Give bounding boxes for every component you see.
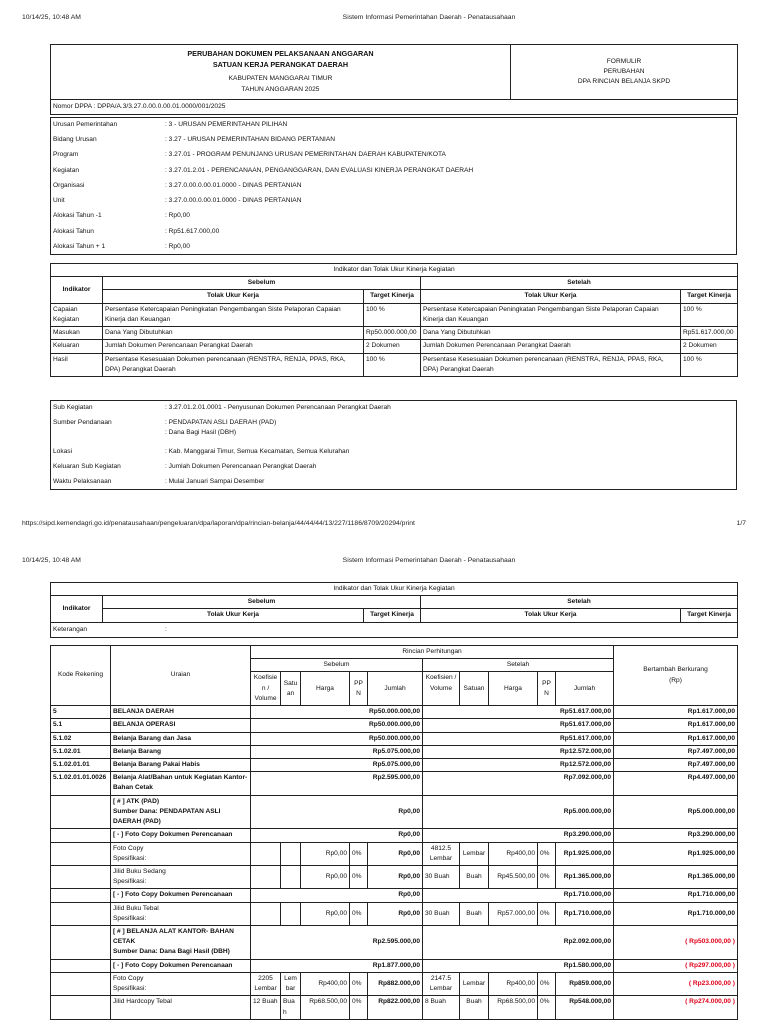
kinerja-col-tolak: Tolak Ukur Kerja [103,290,364,303]
info-label: Waktu Pelaksanaan [53,478,112,486]
form-line3: DPA RINCIAN BELANJA SKPD [577,77,671,85]
harga-sebelum: Rp400,00 [301,972,350,995]
jumlah-setelah: Rp2.092.000,00 [423,926,614,960]
form-line2: PERUBAHAN [603,67,645,75]
table-row [51,340,738,353]
info-row [53,418,734,428]
jumlah-sebelum: Rp0,00 [368,842,423,865]
kode: 5.1 [51,719,111,732]
uraian: Belanja Barang Pakai Habis [111,758,251,771]
page1-header-datetime: 10/14/25, 10:48 AM [22,14,81,21]
uraian: BELANJA DAERAH [111,706,251,719]
koefisien-unit: Lembar [429,854,453,862]
subgroup-row [51,959,738,972]
bertambah-berkurang: Rp1.710.000,00 [614,889,738,902]
col-harga: Harga [489,672,538,706]
doc-title-line4: TAHUN ANGGARAN 2025 [241,85,320,93]
jumlah-sebelum: Rp50.000.000,00 [251,719,423,732]
col-kode-rekening: Kode Rekening [51,646,111,706]
satuan-setelah: Buah [460,902,489,925]
page1-title-table [50,44,738,115]
kinerja-title: Indikator dan Tolak Ukur Kinerja Kegiatan [51,583,738,596]
page1-info-table [50,117,737,255]
kinerja-indikator: Masukan [51,327,103,340]
doc-title-line1: PERUBAHAN DOKUMEN PELAKSANAAN ANGGARAN [187,49,374,58]
jumlah-setelah: Rp12.572.000,00 [423,758,614,771]
table-row [51,706,738,719]
item-name: Foto Copy [113,844,144,852]
col-uraian: Uraian [111,646,251,706]
info-row [53,403,734,413]
harga-sebelum: Rp0,00 [301,842,350,865]
jumlah-sebelum: Rp5.075.000,00 [251,745,423,758]
ppn-sebelum: 0% [350,842,368,865]
jumlah-sebelum: Rp0,00 [368,902,423,925]
item-label: Jilid Hardcopy Tebal [111,996,251,1019]
kinerja-tolak-sebelum: Dana Yang Dibutuhkan [103,327,364,340]
jumlah-setelah: Rp859.000,00 [556,972,614,995]
info-label: Program [53,151,79,159]
kinerja-indikator: Hasil [51,353,103,376]
group-title: [ # ] BELANJA ALAT KANTOR- BAHAN CETAK [113,928,234,946]
koefisien-value: 2147.5 [430,974,452,982]
page2-header-title: Sistem Informasi Pemerintahan Daerah - Penatausahaan [342,557,516,564]
kinerja-target-sebelum: 2 Dokumen [364,340,421,353]
item-row [51,842,738,865]
subgroup-row [51,829,738,842]
group-row [51,926,738,960]
koefisien-unit: Lembar [429,985,453,993]
kinerja-col-tolak: Tolak Ukur Kerja [421,609,681,622]
jumlah-setelah: Rp1.710.000,00 [423,889,614,902]
table-row [51,353,738,376]
kinerja-target-sebelum: 100 % [364,353,421,376]
kinerja-tolak-setelah: Persentase Kesesuaian Dokumen perencanaan (RENSTRA, RENJA, PPAS, RKA, DPA) Perangkat Daerah [421,353,681,376]
koefisien-setelah: 30 Buah [423,902,460,925]
info-value: : 3.27.01.2.01.0001 - Penyusunan Dokumen Perencanaan Perangkat Daerah [165,404,391,411]
satuan-sebelum: Buah [281,996,301,1019]
item-row [51,996,738,1019]
satuan-sebelum [281,842,301,865]
jumlah-setelah: Rp1.710.000,00 [556,902,614,925]
info-row [53,447,734,457]
koefisien-sebelum [251,842,281,865]
koefisien-sebelum: 12 Buah [251,996,281,1019]
keterangan-value: : [165,625,167,633]
footer-url[interactable]: https://sipd.kemendagri.go.id/penatausahaan/pengeluaran/dpa/laporan/dpa/rincian-belanja/44/44/44/13/227/1186/8709/20294/print [22,520,415,527]
info-value: : Rp0,00 [165,242,190,250]
kinerja-tolak-setelah: Jumlah Dokumen Perencanaan Perangkat Daerah [421,340,681,353]
harga-setelah: Rp400,00 [489,842,538,865]
table-row [51,719,738,732]
group-label [111,926,251,960]
ppn-sebelum: 0% [350,902,368,925]
jumlah-setelah: Rp5.000.000,00 [423,795,614,829]
jumlah-sebelum: Rp2.595.000,00 [251,772,423,795]
col-jumlah: Jumlah [368,672,423,706]
kinerja-col-setelah: Setelah [421,277,738,290]
kinerja-indikator: Capaian Kegiatan [51,303,103,326]
col-satuan: Satuan [281,672,301,706]
koefisien-unit: Lembar [254,985,277,993]
item-row [51,865,738,888]
col-ppn: PPN [538,672,556,706]
info-label: Lokasi [53,447,73,455]
kinerja-col-tolak: Tolak Ukur Kerja [421,290,681,303]
footer-page-number: 1/7 [736,520,746,527]
info-value: : Kab. Manggarai Timur, Semua Kecamatan, Semua Kelurahan [165,447,350,455]
info-row [53,150,734,160]
kinerja-col-target: Target Kinerja [681,290,738,303]
subgroup-label: [ - ] Foto Copy Dokumen Perencanaan [111,889,251,902]
group-label [111,795,251,829]
uraian: Belanja Alat/Bahan untuk Kegiatan Kantor- Bahan Cetak [111,772,251,795]
kinerja-title: Indikator dan Tolak Ukur Kinerja Kegiatan [51,264,738,277]
bertambah-berkurang: ( Rp503.000,00 ) [614,926,738,960]
koefisien-sebelum [251,972,281,995]
table-row [51,758,738,771]
jumlah-sebelum: Rp1.877.000,00 [251,959,423,972]
subgroup-label: [ - ] Foto Copy Dokumen Perencanaan [111,829,251,842]
info-label: Sumber Pendanaan [53,419,112,427]
group-sumber-dana: Sumber Dana: PENDAPATAN ASLI DAERAH (PAD) [113,807,221,826]
uraian: Belanja Barang dan Jasa [111,732,251,745]
kinerja-tolak-sebelum: Persentase Kesesuaian Dokumen perencanaan (RENSTRA, RENJA, PPAS, RKA, DPA) Perangkat Daerah [103,353,364,376]
koefisien-value: 2205 [258,974,273,982]
kinerja-col-sebelum: Sebelum [103,596,421,609]
kinerja-target-setelah: 100 % [681,303,738,326]
page1-sub-info-table [50,400,737,490]
info-value: : Mulai Januari Sampai Desember [165,478,265,486]
info-value: : 3.27.0.00.0.00.01.0000 - DINAS PERTANIAN [165,197,302,205]
col-bertambah-berkurang [614,646,738,706]
info-value: : Rp51.617.000,00 [165,227,220,235]
info-value: : 3.27 - URUSAN PEMERINTAHAN BIDANG PERTANIAN [165,136,336,144]
item-spec: Spesifikasi: [113,914,147,922]
kinerja-tolak-setelah: Persentase Ketercapaian Peningkatan Pengembangan Siste Pelaporan Capaian Kinerja dan Keuangan [421,303,681,326]
col-sebelum: Sebelum [251,659,423,672]
item-spec: Spesifikasi: [113,854,147,862]
info-row [53,196,734,206]
jumlah-setelah: Rp548.000,00 [556,996,614,1019]
table-row [51,745,738,758]
info-row [53,428,734,438]
sub-info-block [51,401,737,490]
bertambah-berkurang: Rp1.617.000,00 [614,732,738,745]
jumlah-sebelum: Rp822.000,00 [368,996,423,1019]
info-value: : Dana Bagi Hasil (DBH) [165,429,237,437]
bertambah-berkurang: Rp1.617.000,00 [614,706,738,719]
jumlah-setelah: Rp51.617.000,00 [423,706,614,719]
item-spec: Spesifikasi: [113,878,147,886]
bertambah-berkurang: ( Rp23.000,00 ) [614,972,738,995]
bertambah-berkurang: Rp1.617.000,00 [614,719,738,732]
col-bertambah-label: Bertambah Berkurang [643,666,708,674]
ppn-setelah: 0% [538,972,556,995]
group-sumber-dana: Sumber Dana: Dana Bagi Hasil (DBH) [113,948,230,956]
item-row [51,972,738,995]
kinerja-target-sebelum: Rp50.000.000,00 [364,327,421,340]
keterangan-label: Keterangan [53,625,88,633]
kinerja-target-setelah: 100 % [681,353,738,376]
kinerja-tolak-sebelum: Jumlah Dokumen Perencanaan Perangkat Daerah [103,340,364,353]
harga-sebelum: Rp68.500,00 [301,996,350,1019]
jumlah-sebelum: Rp882.000,00 [368,972,423,995]
table-row [51,303,738,326]
kode: 5.1.02.01 [51,745,111,758]
jumlah-sebelum: Rp50.000.000,00 [251,706,423,719]
info-label: Bidang Urusan [53,136,97,144]
jumlah-setelah: Rp51.617.000,00 [423,732,614,745]
group-row [51,795,738,829]
kinerja-indikator: Keluaran [51,340,103,353]
harga-sebelum: Rp0,00 [301,865,350,888]
jumlah-setelah: Rp7.092.000,00 [423,772,614,795]
kode: 5 [51,706,111,719]
info-value: : Rp0,00 [165,212,190,220]
info-row [53,166,734,176]
jumlah-setelah: Rp3.290.000,00 [423,829,614,842]
bertambah-berkurang: Rp1.925.000,00 [614,842,738,865]
kinerja-col-indikator: Indikator [51,596,103,622]
col-harga: Harga [301,672,350,706]
item-label [111,842,251,865]
kinerja-col-tolak: Tolak Ukur Kerja [103,609,364,622]
jumlah-sebelum: Rp0,00 [251,795,423,829]
kinerja-target-setelah: Rp51.617.000,00 [681,327,738,340]
kinerja-col-target: Target Kinerja [364,609,421,622]
harga-sebelum: Rp0,00 [301,902,350,925]
info-label: Unit [53,197,65,205]
kode: 5.1.02.01.01 [51,758,111,771]
jumlah-sebelum: Rp0,00 [251,829,423,842]
uraian: Belanja Barang [111,745,251,758]
col-setelah: Setelah [423,659,614,672]
kinerja-col-sebelum: Sebelum [103,277,421,290]
bertambah-berkurang: Rp4.497.000,00 [614,772,738,795]
table-row [51,732,738,745]
info-row [53,120,734,130]
table-row [51,772,738,795]
satuan-setelah: Buah [460,996,489,1019]
info-row [53,227,734,237]
page1-title-block [51,45,511,100]
item-label [111,902,251,925]
info-row [53,477,734,487]
kinerja-target-sebelum: 100 % [364,303,421,326]
rincian-table [50,645,738,1020]
col-ppn: PPN [350,672,368,706]
item-label [111,972,251,995]
item-row [51,902,738,925]
ppn-setelah: 0% [538,865,556,888]
info-row [53,211,734,221]
info-label: Alokasi Tahun -1 [53,212,102,220]
ppn-setelah: 0% [538,842,556,865]
page1-header-title: Sistem Informasi Pemerintahan Daerah - Penatausahaan [342,14,516,21]
subgroup-row [51,889,738,902]
info-label: Kegiatan [53,166,80,174]
bertambah-berkurang: Rp7.497.000,00 [614,745,738,758]
kinerja-tolak-sebelum: Persentase Ketercapaian Peningkatan Pengembangan Siste Pelaporan Capaian Kinerja dan Keuangan [103,303,364,326]
jumlah-setelah: Rp1.925.000,00 [556,842,614,865]
info-row [53,181,734,191]
col-koefisien: Koefisien / Volume [251,672,281,706]
jumlah-sebelum: Rp50.000.000,00 [251,732,423,745]
group-title: [ # ] ATK (PAD) [113,797,160,805]
uraian: BELANJA OPERASI [111,719,251,732]
doc-title-line2: SATUAN KERJA PERANGKAT DAERAH [212,60,349,70]
koefisien-value: 4812.5 [430,844,452,852]
bertambah-berkurang: Rp5.000.000,00 [614,795,738,829]
item-label [111,865,251,888]
info-label: Alokasi Tahun [53,227,94,235]
jumlah-setelah: Rp1.580.000,00 [423,959,614,972]
satuan-setelah: Lembar [460,842,489,865]
harga-setelah: Rp45.500,00 [489,865,538,888]
bertambah-berkurang: Rp1.710.000,00 [614,902,738,925]
info-label: Sub Kegiatan [53,404,93,411]
bertambah-berkurang: Rp1.365.000,00 [614,865,738,888]
ppn-sebelum: 0% [350,996,368,1019]
kinerja-col-setelah: Setelah [421,596,738,609]
info-row [53,135,734,145]
kinerja-target-setelah: 2 Dokumen [681,340,738,353]
harga-setelah: Rp400,00 [489,972,538,995]
page1-kinerja-table [50,263,738,377]
col-koefisien: Koefisien / Volume [423,672,460,706]
harga-setelah: Rp57.000,00 [489,902,538,925]
keterangan-row [51,622,738,637]
nomor-dppa: Nomor DPPA : DPPA/A.3/3.27.0.00.0.00.01.0000/001/2025 [51,99,738,114]
col-jumlah: Jumlah [556,672,614,706]
info-label: Keluaran Sub Kegiatan [53,462,121,470]
jumlah-sebelum: Rp0,00 [251,889,423,902]
jumlah-sebelum: Rp2.595.000,00 [251,926,423,960]
info-value: : 3.27.01.2.01 - PERENCANAAN, PENGANGGARAN, DAN EVALUASI KINERJA PERANGKAT DAERAH [165,166,474,174]
satuan-sebelum: Lembar [281,972,301,995]
info-value: : PENDAPATAN ASLI DAERAH (PAD) [165,419,277,427]
koefisien-setelah: 30 Buah [423,865,460,888]
info-block [51,118,737,255]
item-name: Foto Copy [113,974,144,982]
bertambah-berkurang: Rp7.497.000,00 [614,758,738,771]
bertambah-berkurang: Rp3.290.000,00 [614,829,738,842]
kode: 5.1.02 [51,732,111,745]
info-label: Urusan Pemerintahan [53,121,118,128]
jumlah-setelah: Rp12.572.000,00 [423,745,614,758]
item-spec: Spesifikasi: [113,985,147,993]
harga-setelah: Rp68.500,00 [489,996,538,1019]
info-value: : 3.27.0.00.0.00.01.0000 - DINAS PERTANIAN [165,181,302,189]
info-value: : Jumlah Dokumen Perencanaan Perangkat Daerah [165,462,317,470]
info-value: : 3.27.01 - PROGRAM PENUNJANG URUSAN PEMERINTAHAN DAERAH KABUPATEN/KOTA [165,151,446,159]
item-name: Jilid Buku Sedang [113,867,166,875]
info-row [53,242,734,252]
item-name: Jilid Buku Tebal [113,904,159,912]
info-value: : 3 - URUSAN PEMERINTAHAN PILIHAN [165,121,288,128]
doc-title-line3: KABUPATEN MANGGARAI TIMUR [228,75,333,83]
jumlah-sebelum: Rp5.075.000,00 [251,758,423,771]
page2-kinerja-table [50,582,738,638]
ppn-setelah: 0% [538,996,556,1019]
jumlah-setelah: Rp1.365.000,00 [556,865,614,888]
page2-header-datetime: 10/14/25, 10:48 AM [22,557,81,564]
table-row [51,327,738,340]
ppn-sebelum: 0% [350,865,368,888]
kinerja-col-target: Target Kinerja [364,290,421,303]
satuan-setelah: Buah [460,865,489,888]
ppn-sebelum: 0% [350,972,368,995]
ppn-setelah: 0% [538,902,556,925]
page1-form-block [511,45,738,100]
form-line1: FORMULIR [606,57,642,65]
subgroup-label: [ - ] Foto Copy Dokumen Perencanaan [111,959,251,972]
info-label: Alokasi Tahun + 1 [53,242,106,250]
info-row [53,462,734,472]
jumlah-sebelum: Rp0,00 [368,865,423,888]
satuan-setelah: Lembar [460,972,489,995]
koefisien-setelah [423,842,460,865]
koefisien-setelah [423,972,460,995]
col-bertambah-unit: (Rp) [669,676,682,684]
kode: 5.1.02.01.01.0026 [51,772,111,795]
kinerja-col-indikator: Indikator [51,277,103,303]
col-satuan: Satuan [460,672,489,706]
bertambah-berkurang: ( Rp297.000,00 ) [614,959,738,972]
col-rincian: Rincian Perhitungan [251,646,614,659]
kinerja-tolak-setelah: Dana Yang Dibutuhkan [421,327,681,340]
jumlah-setelah: Rp51.617.000,00 [423,719,614,732]
bertambah-berkurang: ( Rp274.000,00 ) [614,996,738,1019]
info-label: Organisasi [53,181,85,189]
kinerja-col-target: Target Kinerja [681,609,738,622]
koefisien-setelah: 8 Buah [423,996,460,1019]
